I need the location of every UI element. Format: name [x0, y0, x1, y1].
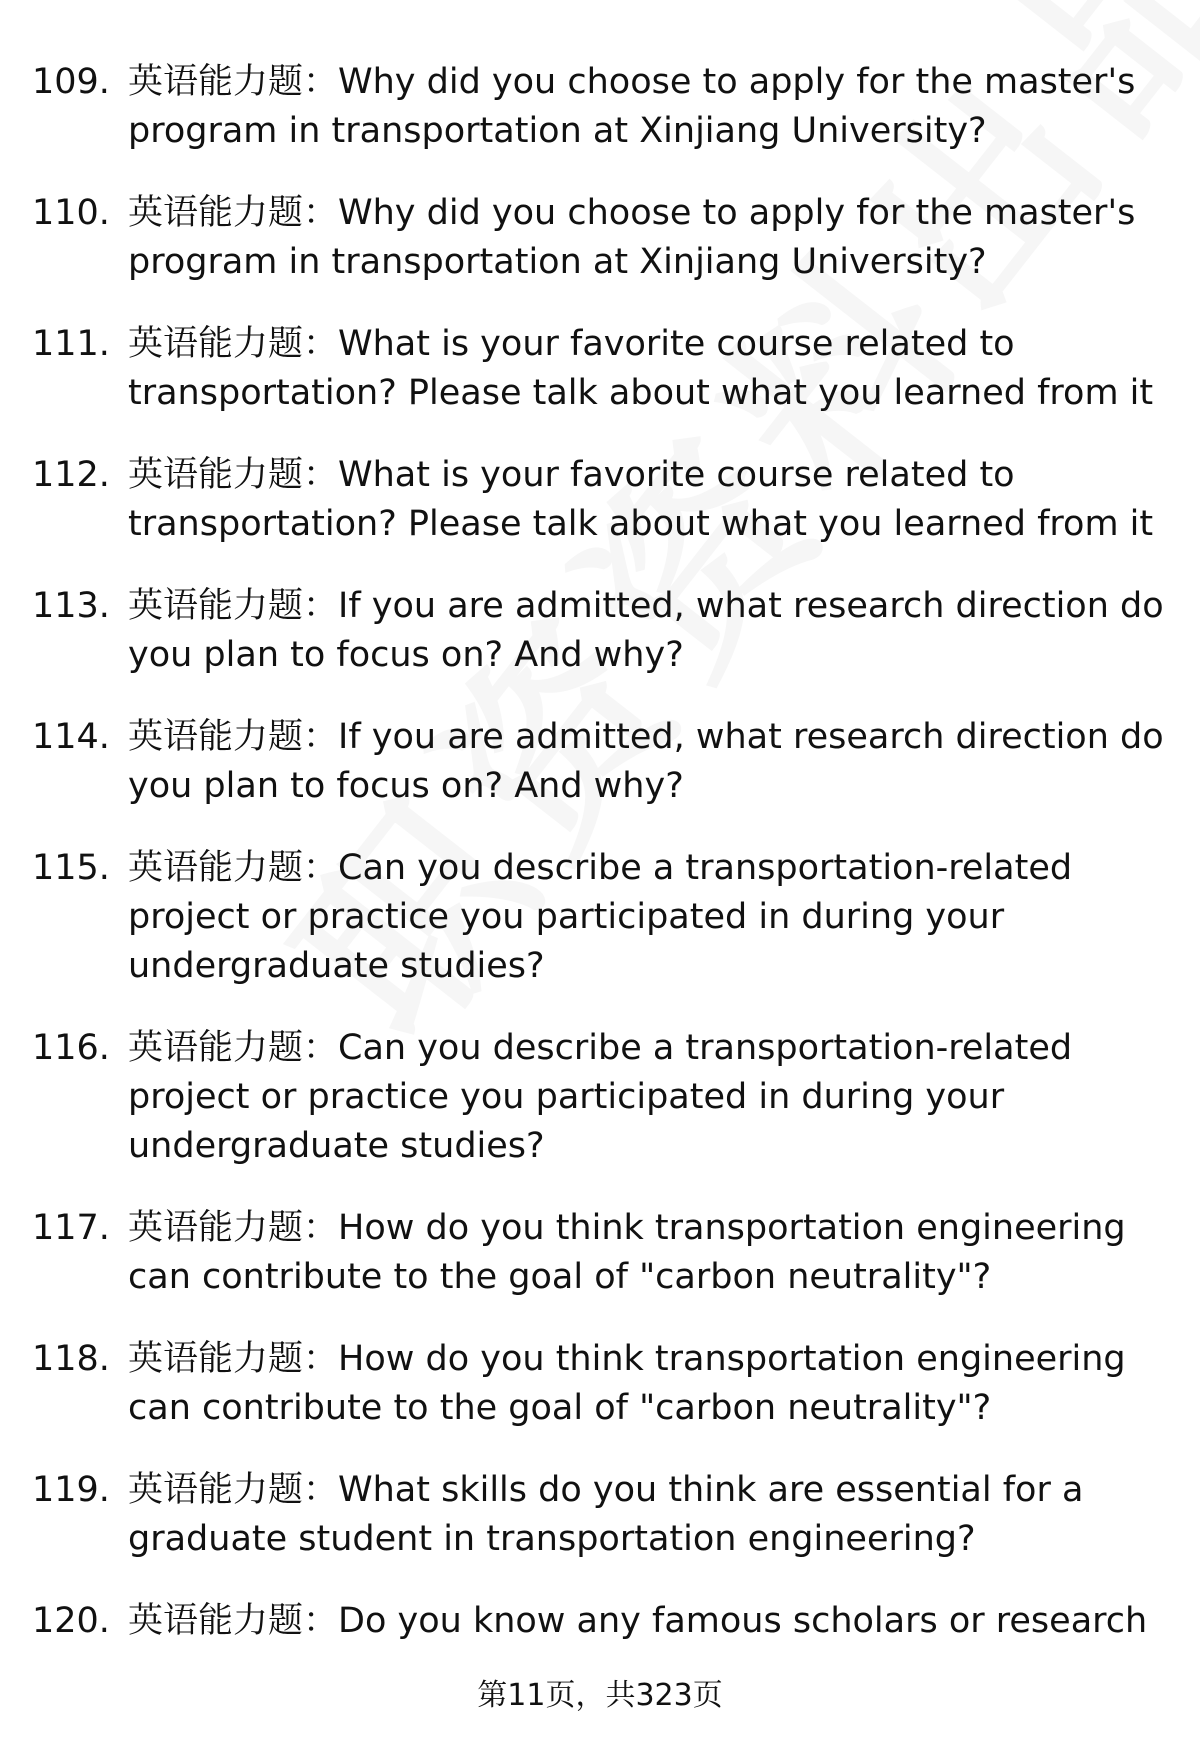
question-item — [32, 1597, 1172, 1646]
page-footer: 第11页，共323页 — [477, 1678, 723, 1713]
question-label: 英语能力题： — [128, 717, 339, 757]
question-label: 英语能力题： — [128, 193, 339, 233]
question-item — [32, 1466, 1172, 1564]
question-text: If you are admitted, what research direction do you plan to focus on? And why? — [128, 717, 1164, 806]
question-body — [128, 451, 1172, 549]
question-item — [32, 58, 1172, 156]
question-text: Can you describe a transportation-related project or practice you participated in during your undergraduate studies? — [128, 1028, 1073, 1166]
question-label: 英语能力题： — [128, 1339, 339, 1379]
question-item — [32, 451, 1172, 549]
question-label: 英语能力题： — [128, 1208, 339, 1248]
question-list — [32, 58, 1172, 1679]
question-item — [32, 713, 1172, 811]
question-item — [32, 844, 1172, 991]
question-body — [128, 713, 1172, 811]
question-body — [128, 1204, 1172, 1302]
question-number: 115. — [32, 848, 110, 888]
question-label: 英语能力题： — [128, 848, 339, 888]
question-item — [32, 582, 1172, 680]
question-number: 119. — [32, 1470, 110, 1510]
question-text: What is your favorite course related to transportation? Please talk about what you learned from it — [128, 455, 1154, 544]
question-text: What skills do you think are essential for a graduate student in transportation engineering? — [128, 1470, 1084, 1559]
question-label: 英语能力题： — [128, 62, 339, 102]
question-number: 113. — [32, 586, 110, 626]
question-label: 英语能力题： — [128, 1470, 339, 1510]
question-item — [32, 320, 1172, 418]
question-number: 117. — [32, 1208, 110, 1248]
question-text: What is your favorite course related to transportation? Please talk about what you learned from it — [128, 324, 1154, 413]
question-body — [128, 189, 1172, 287]
question-body — [128, 1335, 1172, 1433]
question-number: 120. — [32, 1601, 110, 1641]
question-body — [128, 1466, 1172, 1564]
question-body — [128, 582, 1172, 680]
question-text: Why did you choose to apply for the master's program in transportation at Xinjiang University? — [128, 62, 1136, 151]
question-item — [32, 1204, 1172, 1302]
question-label: 英语能力题： — [128, 586, 339, 626]
question-number: 111. — [32, 324, 110, 364]
question-number: 110. — [32, 193, 110, 233]
question-number: 116. — [32, 1028, 110, 1068]
question-body — [128, 844, 1172, 991]
question-label: 英语能力题： — [128, 1601, 339, 1641]
question-number: 114. — [32, 717, 110, 757]
question-body — [128, 1024, 1172, 1171]
question-text: How do you think transportation engineering can contribute to the goal of "carbon neutrality"? — [128, 1339, 1126, 1428]
question-body — [128, 1597, 1172, 1646]
question-text: Do you know any famous scholars or research — [338, 1601, 1148, 1641]
question-item — [32, 189, 1172, 287]
question-item — [32, 1024, 1172, 1171]
question-label: 英语能力题： — [128, 324, 339, 364]
question-number: 109. — [32, 62, 110, 102]
question-text: Why did you choose to apply for the master's program in transportation at Xinjiang University? — [128, 193, 1136, 282]
question-item — [32, 1335, 1172, 1433]
question-label: 英语能力题： — [128, 455, 339, 495]
question-number: 112. — [32, 455, 110, 495]
question-number: 118. — [32, 1339, 110, 1379]
question-body — [128, 320, 1172, 418]
question-text: If you are admitted, what research direction do you plan to focus on? And why? — [128, 586, 1164, 675]
question-label: 英语能力题： — [128, 1028, 339, 1068]
question-text: Can you describe a transportation-related project or practice you participated in during your undergraduate studies? — [128, 848, 1073, 986]
question-text: How do you think transportation engineering can contribute to the goal of "carbon neutrality"? — [128, 1208, 1126, 1297]
question-body — [128, 58, 1172, 156]
